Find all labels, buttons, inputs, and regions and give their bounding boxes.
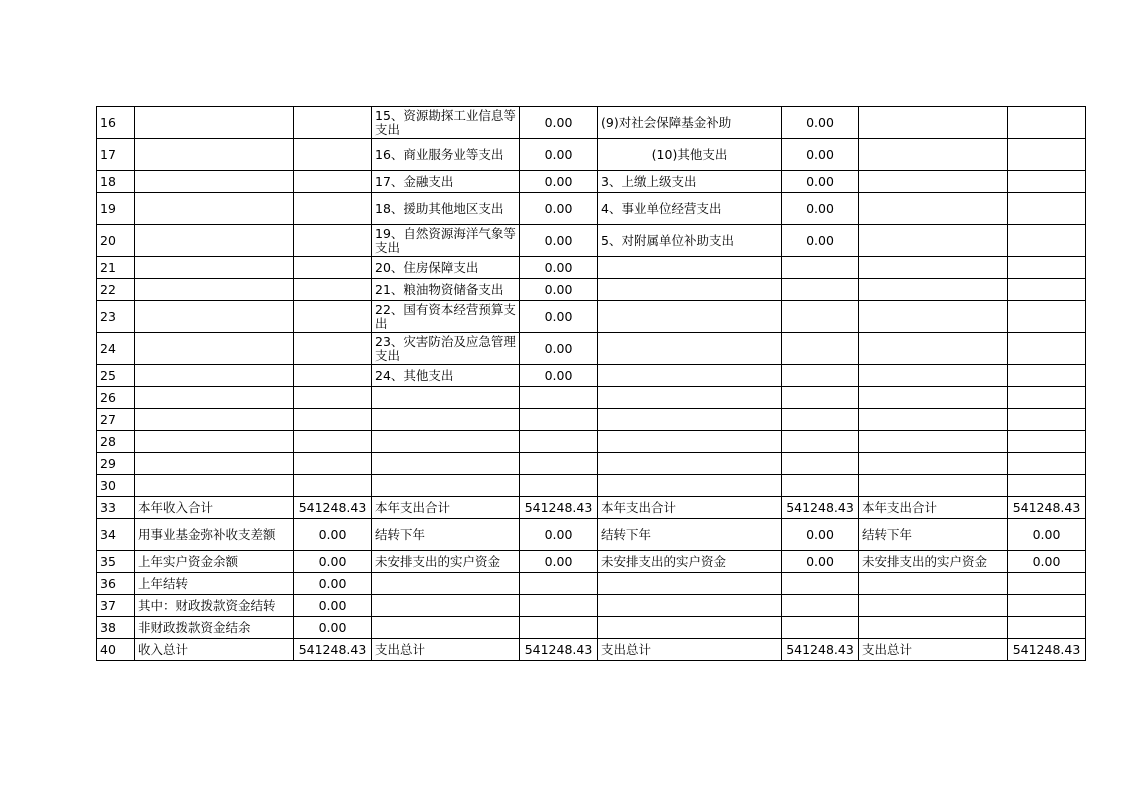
table-cell (598, 301, 782, 333)
table-cell: 0.00 (294, 519, 372, 551)
table-row (97, 409, 1086, 431)
table-cell: 0.00 (294, 595, 372, 617)
table-cell (598, 617, 782, 639)
table-cell (782, 365, 859, 387)
table-row (97, 551, 1086, 573)
table-row (97, 107, 1086, 139)
table-cell: 0.00 (782, 519, 859, 551)
table-cell (294, 333, 372, 365)
table-row (97, 365, 1086, 387)
table-row (97, 257, 1086, 279)
table-cell: 支出总计 (859, 639, 1008, 661)
table-cell: 本年收入合计 (135, 497, 294, 519)
table-cell (1008, 617, 1086, 639)
table-cell: 非财政拨款资金结余 (135, 617, 294, 639)
table-row (97, 475, 1086, 497)
table-cell (859, 453, 1008, 475)
table-cell (372, 387, 520, 409)
table-cell (859, 279, 1008, 301)
table-cell (598, 257, 782, 279)
table-cell (1008, 475, 1086, 497)
table-row (97, 519, 1086, 551)
table-cell (520, 409, 598, 431)
table-cell (782, 617, 859, 639)
table-cell (135, 171, 294, 193)
table-cell: 5、对附属单位补助支出 (598, 225, 782, 257)
table-cell (782, 431, 859, 453)
table-cell: 19、自然资源海洋气象等支出 (372, 225, 520, 257)
table-cell (598, 409, 782, 431)
table-cell (1008, 453, 1086, 475)
table-cell (1008, 107, 1086, 139)
table-cell: 24、其他支出 (372, 365, 520, 387)
table-cell (598, 595, 782, 617)
table-cell (520, 431, 598, 453)
table-cell: 21、粮油物资储备支出 (372, 279, 520, 301)
table-cell: 0.00 (520, 171, 598, 193)
table-cell: 本年支出合计 (372, 497, 520, 519)
table-cell: 收入总计 (135, 639, 294, 661)
table-cell (598, 573, 782, 595)
table-row (97, 301, 1086, 333)
table-row (97, 617, 1086, 639)
table-cell (1008, 301, 1086, 333)
table-cell: 0.00 (520, 225, 598, 257)
table-cell: 0.00 (294, 551, 372, 573)
table-cell (859, 365, 1008, 387)
table-cell (294, 475, 372, 497)
table-cell: 0.00 (782, 193, 859, 225)
table-cell (782, 409, 859, 431)
table-cell (294, 301, 372, 333)
table-cell: 541248.43 (782, 639, 859, 661)
row-number: 20 (97, 225, 135, 257)
table-cell (859, 107, 1008, 139)
row-number: 21 (97, 257, 135, 279)
table-cell (520, 387, 598, 409)
table-cell (1008, 171, 1086, 193)
table-cell (782, 387, 859, 409)
table-cell (859, 257, 1008, 279)
table-cell: 结转下年 (859, 519, 1008, 551)
table-cell (135, 257, 294, 279)
table-cell (859, 193, 1008, 225)
table-cell: 0.00 (520, 301, 598, 333)
table-cell: 本年支出合计 (598, 497, 782, 519)
table-cell: 20、住房保障支出 (372, 257, 520, 279)
table-cell (859, 139, 1008, 171)
table-row (97, 639, 1086, 661)
row-number: 35 (97, 551, 135, 573)
row-number: 26 (97, 387, 135, 409)
table-row (97, 497, 1086, 519)
table-cell: 18、援助其他地区支出 (372, 193, 520, 225)
table-cell (782, 257, 859, 279)
table-cell (859, 387, 1008, 409)
row-number: 23 (97, 301, 135, 333)
table-cell (859, 617, 1008, 639)
table-cell (1008, 409, 1086, 431)
table-cell: 未安排支出的实户资金 (859, 551, 1008, 573)
row-number: 40 (97, 639, 135, 661)
table-cell (1008, 333, 1086, 365)
table-cell (1008, 387, 1086, 409)
table-cell: (10)其他支出 (598, 139, 782, 171)
row-number: 37 (97, 595, 135, 617)
table-cell (372, 453, 520, 475)
row-number: 17 (97, 139, 135, 171)
table-cell: 0.00 (520, 551, 598, 573)
table-cell (859, 333, 1008, 365)
table-cell (859, 301, 1008, 333)
table-cell: 541248.43 (294, 639, 372, 661)
table-cell: 4、事业单位经营支出 (598, 193, 782, 225)
row-number: 29 (97, 453, 135, 475)
table-cell (294, 431, 372, 453)
table-cell (294, 225, 372, 257)
table-cell (520, 453, 598, 475)
table-cell: 541248.43 (782, 497, 859, 519)
table-cell (294, 107, 372, 139)
table-cell (294, 279, 372, 301)
table-cell (135, 475, 294, 497)
table-cell (135, 453, 294, 475)
table-cell (859, 595, 1008, 617)
row-number: 19 (97, 193, 135, 225)
table-cell (1008, 279, 1086, 301)
table-cell: 结转下年 (372, 519, 520, 551)
table-row (97, 453, 1086, 475)
table-cell (520, 573, 598, 595)
table-cell: 0.00 (782, 139, 859, 171)
table-cell: 17、金融支出 (372, 171, 520, 193)
table-cell: 0.00 (520, 193, 598, 225)
table-cell (372, 409, 520, 431)
table-row (97, 431, 1086, 453)
table-cell: 其中：财政拨款资金结转 (135, 595, 294, 617)
row-number: 36 (97, 573, 135, 595)
table-cell: 3、上缴上级支出 (598, 171, 782, 193)
table-cell: 541248.43 (294, 497, 372, 519)
table-cell (598, 387, 782, 409)
table-cell: 541248.43 (520, 497, 598, 519)
table-cell: (9)对社会保障基金补助 (598, 107, 782, 139)
table-cell: 541248.43 (1008, 497, 1086, 519)
table-cell (135, 387, 294, 409)
table-cell (598, 431, 782, 453)
table-cell: 15、资源勘探工业信息等支出 (372, 107, 520, 139)
table-cell (598, 279, 782, 301)
table-cell: 未安排支出的实户资金 (372, 551, 520, 573)
row-number: 22 (97, 279, 135, 301)
table-cell (1008, 365, 1086, 387)
table-cell (1008, 139, 1086, 171)
table-cell: 0.00 (520, 365, 598, 387)
table-cell (598, 333, 782, 365)
table-row (97, 333, 1086, 365)
table-row (97, 193, 1086, 225)
table-cell (372, 431, 520, 453)
table-cell: 支出总计 (372, 639, 520, 661)
table-cell (782, 333, 859, 365)
row-number: 34 (97, 519, 135, 551)
table-row (97, 171, 1086, 193)
table-cell (520, 475, 598, 497)
table-cell (135, 139, 294, 171)
table-cell (782, 301, 859, 333)
table-cell (372, 617, 520, 639)
budget-table (96, 106, 1086, 661)
table-cell (294, 387, 372, 409)
row-number: 38 (97, 617, 135, 639)
table-cell: 0.00 (1008, 551, 1086, 573)
table-cell (859, 225, 1008, 257)
table-cell (135, 365, 294, 387)
table-cell: 上年结转 (135, 573, 294, 595)
table-cell (135, 193, 294, 225)
table-cell: 结转下年 (598, 519, 782, 551)
table-cell (1008, 573, 1086, 595)
row-number: 24 (97, 333, 135, 365)
table-cell (859, 409, 1008, 431)
table-cell (135, 107, 294, 139)
table-cell: 支出总计 (598, 639, 782, 661)
table-cell (859, 431, 1008, 453)
table-cell (859, 171, 1008, 193)
table-row (97, 573, 1086, 595)
row-number: 30 (97, 475, 135, 497)
table-cell (135, 431, 294, 453)
table-cell (1008, 193, 1086, 225)
table-cell (294, 365, 372, 387)
table-cell: 541248.43 (520, 639, 598, 661)
table-cell (859, 573, 1008, 595)
table-cell: 0.00 (520, 333, 598, 365)
table-cell (598, 365, 782, 387)
table-cell: 23、灾害防治及应急管理支出 (372, 333, 520, 365)
table-cell (135, 301, 294, 333)
table-cell: 用事业基金弥补收支差额 (135, 519, 294, 551)
row-number: 33 (97, 497, 135, 519)
table-cell (294, 171, 372, 193)
table-cell (135, 279, 294, 301)
table-cell: 0.00 (520, 139, 598, 171)
table-cell: 22、国有资本经营预算支出 (372, 301, 520, 333)
table-cell (1008, 225, 1086, 257)
table-cell: 0.00 (782, 551, 859, 573)
table-cell (135, 333, 294, 365)
table-row (97, 279, 1086, 301)
row-number: 28 (97, 431, 135, 453)
table-cell: 0.00 (782, 171, 859, 193)
table-cell (294, 409, 372, 431)
row-number: 27 (97, 409, 135, 431)
table-cell (294, 257, 372, 279)
row-number: 18 (97, 171, 135, 193)
table-cell (372, 595, 520, 617)
table-cell: 0.00 (782, 107, 859, 139)
table-cell: 0.00 (520, 519, 598, 551)
table-cell (135, 409, 294, 431)
table-cell (294, 453, 372, 475)
table-cell: 0.00 (294, 617, 372, 639)
row-number: 16 (97, 107, 135, 139)
table-cell: 0.00 (782, 225, 859, 257)
table-cell (782, 573, 859, 595)
table-cell (372, 475, 520, 497)
table-cell: 541248.43 (1008, 639, 1086, 661)
table-row (97, 387, 1086, 409)
table-cell: 未安排支出的实户资金 (598, 551, 782, 573)
table-cell (520, 595, 598, 617)
table-cell (598, 475, 782, 497)
table-cell: 0.00 (294, 573, 372, 595)
table-cell: 0.00 (520, 107, 598, 139)
table-cell (135, 225, 294, 257)
table-cell (294, 193, 372, 225)
table-cell: 上年实户资金余额 (135, 551, 294, 573)
table-row (97, 139, 1086, 171)
table-cell (1008, 431, 1086, 453)
table-cell: 0.00 (520, 257, 598, 279)
table-cell (1008, 595, 1086, 617)
table-cell (520, 617, 598, 639)
table-cell (859, 475, 1008, 497)
table-cell (782, 279, 859, 301)
table-cell: 16、商业服务业等支出 (372, 139, 520, 171)
table-cell (1008, 257, 1086, 279)
table-row (97, 595, 1086, 617)
table-cell: 0.00 (1008, 519, 1086, 551)
table-cell (372, 573, 520, 595)
table-cell: 本年支出合计 (859, 497, 1008, 519)
table-cell (294, 139, 372, 171)
table-cell (598, 453, 782, 475)
table-cell: 0.00 (520, 279, 598, 301)
table-cell (782, 475, 859, 497)
row-number: 25 (97, 365, 135, 387)
table-cell (782, 453, 859, 475)
table-row (97, 225, 1086, 257)
table-cell (782, 595, 859, 617)
